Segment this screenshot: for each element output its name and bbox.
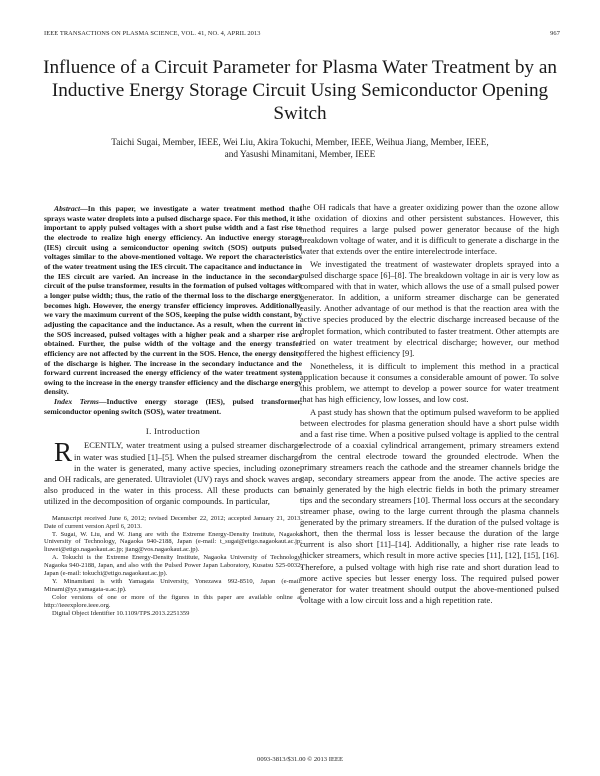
copyright-footer: 0093-3813/$31.00 © 2013 IEEE bbox=[257, 756, 343, 763]
abstract bbox=[44, 204, 302, 397]
body-paragraph: We investigated the treatment of wastewater droplets sprayed into a pulsed discharge space [6]–[8]. The breakdown voltage in air is very low as compared with that in water, which allows the use of a small pulsed power generator. In addition, a uniform streamer discharge can be generated easily. Another advantage of our method is that the reaction area with the active species produced by the electric discharge increased because of the droplet formation, which contributed to faster treatment. Other attempts are tried on water treatment by electrical discharge; however, our method offered the highest efficiency [9]. bbox=[300, 259, 559, 358]
intro-paragraph bbox=[44, 437, 302, 506]
author-line-2: and Yasushi Minamitani, Member, IEEE bbox=[224, 149, 376, 160]
footnote: Digital Object Identifier 10.1109/TPS.2013.2251359 bbox=[52, 609, 190, 617]
page-number: 967 bbox=[550, 30, 560, 37]
right-column bbox=[300, 202, 559, 608]
drop-cap: R bbox=[54, 437, 73, 468]
index-terms bbox=[44, 397, 302, 416]
footnote: Y. Minamitani is with Yamagata University, Yonezawa 992-8510, Japan (e-mail: Minami@yz.yamagata-u.ac.jp). bbox=[44, 578, 302, 593]
footnote: A. Tokuchi is the Extreme Energy-Density Institute, Nagaoka University of Technology, Nagaoka 940-2188, Japan, and also with the Pulsed Power Japan Laboratory, Kusatsu 525-0032, Japan (e-mail: tokuchi@etigo.nagaokaut.ac.jp). bbox=[44, 554, 302, 578]
author-line-1: Taichi Sugai, Member, IEEE, Wei Liu, Akira Tokuchi, Member, IEEE, Weihua Jiang, Member, IEEE, bbox=[111, 138, 489, 148]
footnote: T. Sugai, W. Liu, and W. Jiang are with the Extreme Energy-Density Institute, Nagaoka University of Technology, Nagaoka 940-2188, Japan (e-mail: t_sugai@etigo.nagaokaut.ac.jp; liuwei@etigo.nagaokaut.ac.jp; jiang@vos.nagaokaut.ac.jp). bbox=[44, 530, 302, 554]
index-terms-text: —Inductive energy storage (IES), pulsed transformer, semiconductor opening switch (SOS), water treatment. bbox=[44, 397, 303, 416]
journal-name: IEEE TRANSACTIONS ON PLASMA SCIENCE, VOL. 41, NO. 4, APRIL 2013 bbox=[44, 30, 261, 37]
body-paragraph: the OH radicals that have a greater oxidizing power than the ozone allow the oxidation of dioxins and other persistent substances. However, this method requires a large pulsed power generator because of the high breakdown voltage of water, and it is difficult to generate a discharge in the water that extends over the entire interelectrode interface. bbox=[300, 202, 559, 257]
body-paragraph: A past study has shown that the optimum pulsed waveform to be applied between electrodes for plasma generation should have a short pulse width and a fast rise time. When a positive pulsed voltage is applied to the central electrode of a coaxial cylindrical arrangement, primary streamers extend from the central electrode toward the grounded electrode. When the primary streamers reach the cathode and the streamer channels bridge the gap, secondary streamers appear from the anode. The active species are mainly generated by the high electric fields in both the primary streamer tips and the secondary streamers [10]. Thermal loss occurs at the secondary streamer phase, owing to the large current through the plasma channels generated by the primary streamers. If the duration of the pulsed voltage is short, then the thermal loss is lesser because the duration of the large current is also short [11]–[14]. Additionally, a higher rise rate leads to thicker streamers, which result in more active species [11], [12], [15], [16]. Therefore, a pulsed voltage with high rise rate and short duration lead to more active species but lesser energy loss. The required pulsed power generator for water treatment should output the above-mentioned pulsed voltage with a low circuit loss and a high repetition rate. bbox=[300, 406, 559, 605]
section-heading: I. Introduction bbox=[145, 426, 201, 437]
intro-text: ECENTLY, water treatment using a pulsed streamer discharge in water was studied [1]–[5]. When the pulsed streamer discharge in the water is generated, many active species, including ozone, and OH radicals, are generated. Ultraviolet (UV) rays and shock waves are also produced in the water in this process. All these products can be utilized in the decomposition of organic compounds. In particular, bbox=[44, 440, 302, 506]
abstract-text: —In this paper, we investigate a water treatment method that sprays waste water droplets into a pulsed discharge space. For this method, it is important to apply pulsed voltages with a short pulse width and a fast rise to the electrode to realize high energy efficiency. An inductive energy storage (IES) circuit using a semiconductor opening switch (SOS) outputs pulsed voltages similar to the above-mentioned voltage. We report the characteristics of the water treatment using the IES circuit. The capacitance and inductance in the IES circuit are varied. An increase in the inductance in the secondary circuit of the pulse transformer, results in the formation of pulsed voltages with a longer pulse width; thus, the ratio of the thermal loss to the discharge energy becomes high. However, the energy transfer efficiency improves. Additionally, we vary the maximum current of the SOS, keeping the pulse width constant, by adjusting the capacitance and the inductance. As a result, when the current in the SOS increased, pulsed voltages with a higher peak and a sharper rise are obtained. Further, the pulse width of the voltage and the energy transfer efficiency are not affected by the current in the SOS. Hence, the energy density of the discharge is higher. The increase in the secondary inductance and the forward current increased the energy efficiency of the water treatment system owing to the increase in the energy transfer efficiency and the discharge energy density. bbox=[44, 204, 302, 397]
index-terms-label: Index Terms bbox=[54, 397, 99, 407]
body-paragraph: Nonetheless, it is difficult to implement this method in a practical application because it consumes a considerable amount of power. To solve this problem, we attempt to develop a power source for water treatment that has high efficiency, low losses, and low cost. bbox=[300, 360, 559, 404]
footnote: Manuscript received June 6, 2012; revised December 22, 2012; accepted January 21, 2013. Date of current version April 6, 2013. bbox=[44, 514, 302, 530]
footnotes bbox=[44, 515, 302, 618]
left-column bbox=[44, 204, 302, 618]
footnote: Color versions of one or more of the figures in this paper are available online at http://ieeexplore.ieee.org. bbox=[44, 593, 302, 609]
abstract-label: Abstract bbox=[54, 204, 81, 213]
author-list bbox=[40, 138, 560, 161]
paper-title: Influence of a Circuit Parameter for Plasma Water Treatment by an Inductive Energy Storage Circuit Using Semiconductor Opening Switch bbox=[43, 57, 557, 125]
